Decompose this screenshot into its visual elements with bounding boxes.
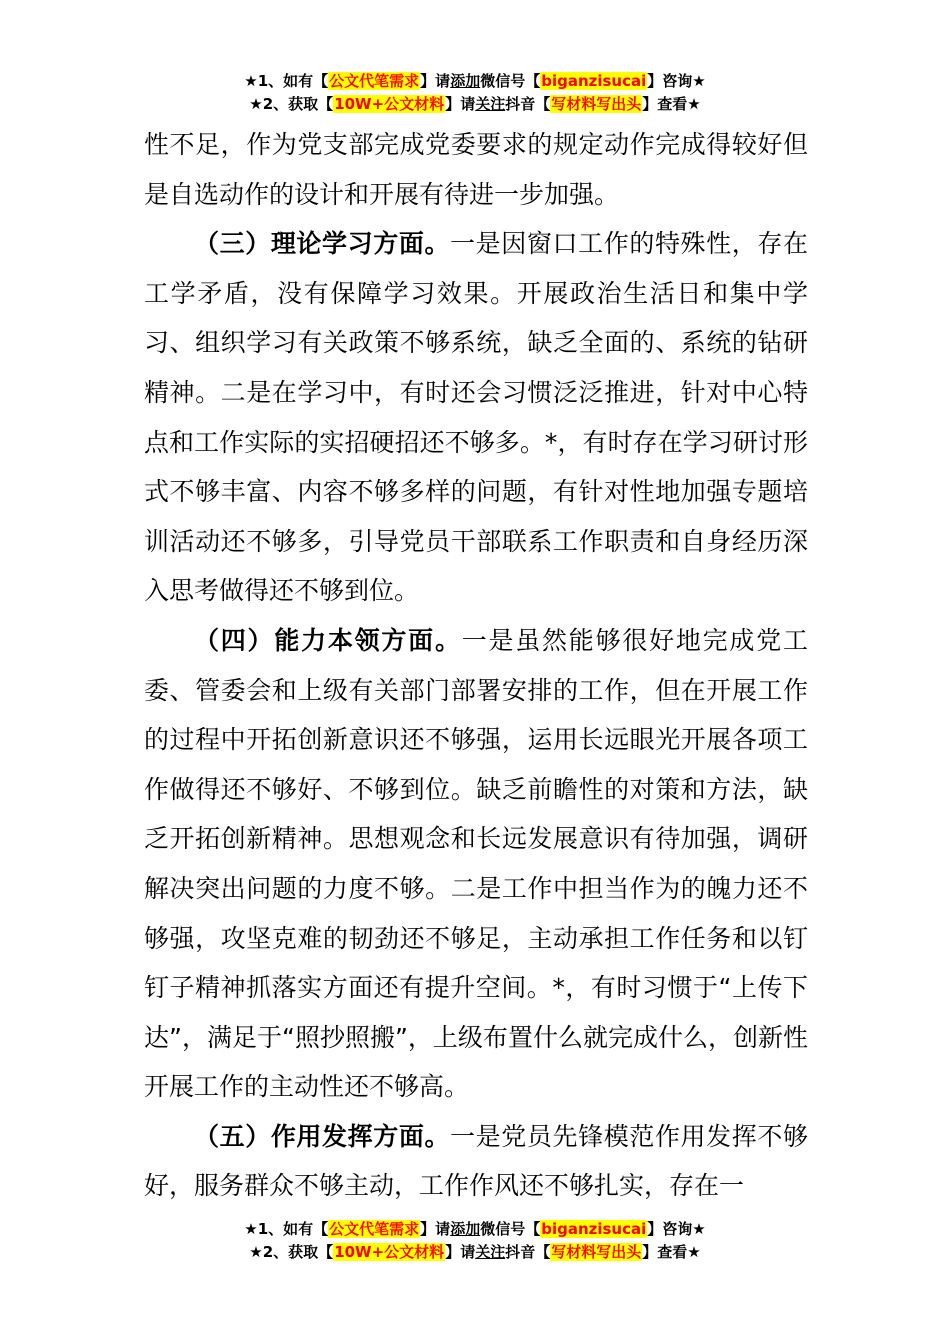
banner-text: 微信号【 [480, 1220, 541, 1238]
paragraph-heading: （四）能力本领方面。 [194, 625, 462, 655]
paragraph-text: 一是党员先锋模范作用发挥不够好，服务群众不够主动，工作作风还不够扎实，存在一 [144, 1121, 808, 1201]
banner-text: 抖音【 [505, 1243, 551, 1261]
paragraph-text: 一是因窗口工作的特殊性，存在工学矛盾，没有保障学习效果。开展政治生活日和集中学习、组织学习有关政策不够系统，缺乏全面的、系统的钻研精神。二是在学习中，有时还会习惯泛泛推进，针对中心特点和工作实际的实招硬招还不够多。*，有时存在学习研讨形式不够丰富、内容不够多样的问题，有针对性地加强专题培训活动还不够多，引导党员干部联系工作职责和自身经历深入思考做得还不够到位。 [144, 229, 808, 606]
banner-text: 】请 [420, 1220, 451, 1238]
banner-text: 】请 [445, 95, 476, 113]
underlined-text: 关注 [475, 95, 506, 113]
banner-line-1 [0, 1218, 950, 1241]
paragraph-heading: （三）理论学习方面。 [194, 229, 451, 259]
banner-text: 】查看★ [642, 1243, 701, 1261]
highlight-text: 10W+公文材料 [334, 95, 445, 113]
paragraph-theory-study [144, 219, 808, 616]
banner-text: 抖音【 [505, 95, 551, 113]
banner-line-2 [0, 1241, 950, 1264]
banner-text: 】咨询★ [647, 72, 706, 90]
highlight-text: biganzisucai [541, 72, 647, 90]
underlined-text: 关注 [475, 1243, 506, 1261]
document-body [144, 120, 808, 1211]
footer-banner [0, 1218, 950, 1264]
banner-text: ★1、如有【 [244, 72, 329, 90]
banner-line-1 [0, 70, 950, 93]
paragraph-role [144, 1112, 808, 1211]
banner-text: 】请 [420, 72, 451, 90]
paragraph-ability [144, 616, 808, 1112]
banner-text: 】咨询★ [647, 1220, 706, 1238]
paragraph-text: 性不足，作为党支部完成党委要求的规定动作完成得较好但是自选动作的设计和开展有待进一步加强。 [144, 130, 808, 209]
header-banner [0, 70, 950, 116]
highlight-text: 10W+公文材料 [334, 1243, 445, 1261]
underlined-text: 添加 [450, 1220, 481, 1238]
banner-line-2 [0, 93, 950, 116]
highlight-text: 写材料写出头 [551, 1243, 642, 1261]
highlight-text: 公文代笔需求 [329, 1220, 420, 1238]
banner-text: ★2、获取【 [249, 1243, 334, 1261]
banner-text: ★1、如有【 [244, 1220, 329, 1238]
highlight-text: 写材料写出头 [551, 95, 642, 113]
paragraph-heading: （五）作用发挥方面。 [194, 1121, 451, 1151]
paragraph-text: 一是虽然能够很好地完成党工委、管委会和上级有关部门部署安排的工作，但在开展工作的过程中开拓创新意识还不够强，运用长远眼光开展各项工作做得还不够好、不够到位。缺乏前瞻性的对策和方法，缺乏开拓创新精神。思想观念和长远发展意识有待加强，调研解决突出问题的力度不够。二是工作中担当作为的魄力还不够强，攻坚克难的韧劲还不够足，主动承担工作任务和以钉钉子精神抓落实方面还有提升空间。*，有时习惯于“上传下达”，满足于“照抄照搬”，上级布置什么就完成什么，创新性开展工作的主动性还不够高。 [144, 625, 808, 1102]
banner-text: 】请 [445, 1243, 476, 1261]
paragraph-continuation [144, 120, 808, 219]
banner-text: ★2、获取【 [249, 95, 334, 113]
highlight-text: 公文代笔需求 [329, 72, 420, 90]
underlined-text: 添加 [450, 72, 481, 90]
banner-text: 】查看★ [642, 95, 701, 113]
highlight-text: biganzisucai [541, 1220, 647, 1238]
banner-text: 微信号【 [480, 72, 541, 90]
